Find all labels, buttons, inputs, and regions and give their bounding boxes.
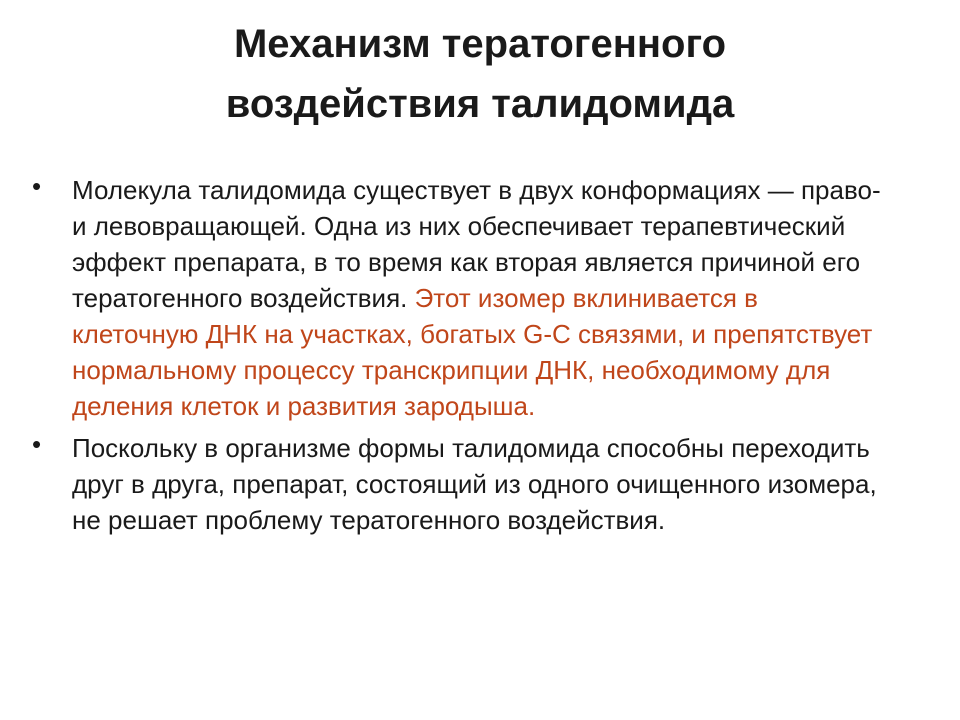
- bullet-text: Молекула талидомида существует в двух конформациях — право- и левовращающей. Одна из них обеспечивает терапевтический эффект препарата, в то время как вторая является причиной его тератогенного воздействия.: [72, 175, 881, 313]
- bullet-text: Поскольку в организме формы талидомида способны переходить друг в друга, препарат, состоящий из одного очищенного изомера, не решает проблему тератогенного воздействия.: [72, 433, 877, 535]
- bullet-item-interconversion: [32, 430, 888, 538]
- bullet-highlight-text: Этот изомер вклинивается в клеточную ДНК на участках, богатых G-C связями, и препятствует нормальному процессу транскрипции ДНК, необходимому для деления клеток и развития зародыша.: [72, 283, 873, 421]
- bullet-item-conformations: [32, 172, 888, 424]
- bullet-dot-icon: •: [32, 171, 42, 201]
- bullet-list: [32, 172, 888, 544]
- slide-title: [60, 14, 900, 134]
- slide-title-line-2: воздействия талидомида: [225, 82, 735, 126]
- slide-title-line-1: Механизм тератогенного: [233, 22, 727, 66]
- bullet-dot-icon: •: [32, 429, 42, 459]
